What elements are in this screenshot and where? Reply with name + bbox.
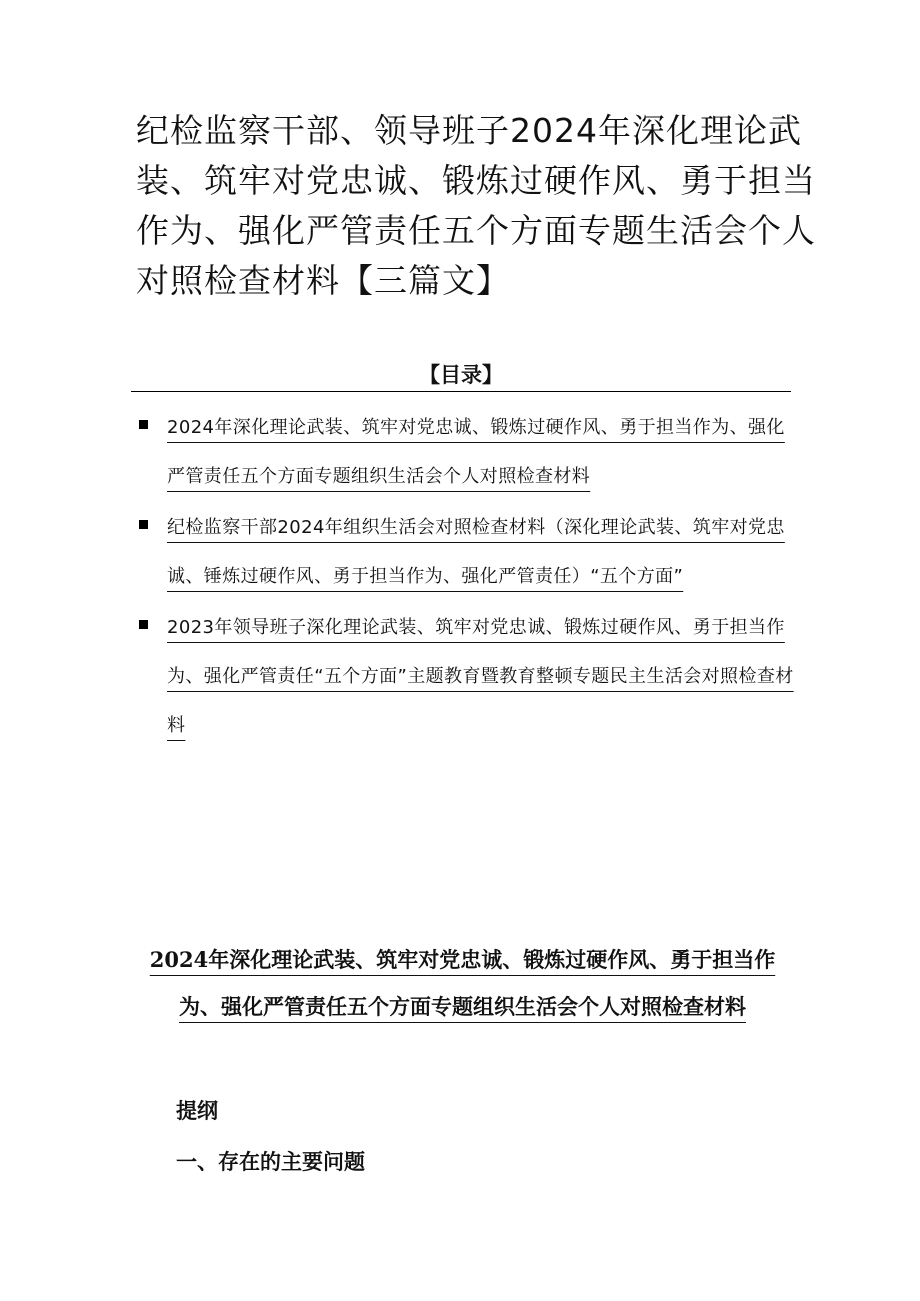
toc-link-2[interactable]: 纪检监察干部2024年组织生活会对照检查材料（深化理论武装、筑牢对党忠诚、锤炼过硬作风、勇于担当作为、强化严管责任）“五个方面” xyxy=(167,517,785,587)
document-title: 纪检监察干部、领导班子2024年深化理论武装、筑牢对党忠诚、锻炼过硬作风、勇于担当作为、强化严管责任五个方面专题生活会个人对照检查材料【三篇文】 xyxy=(136,111,816,300)
toc-item xyxy=(131,603,796,750)
square-bullet-icon xyxy=(139,520,148,529)
square-bullet-icon xyxy=(139,620,148,629)
toc-list xyxy=(131,403,796,752)
toc-item xyxy=(131,403,796,501)
toc-divider xyxy=(131,391,791,392)
toc-heading: 【目录】 xyxy=(419,363,503,387)
outline-label: 提纲 xyxy=(176,1098,218,1123)
toc-item xyxy=(131,503,796,601)
toc-link-3[interactable]: 2023年领导班子深化理论武装、筑牢对党忠诚、锻炼过硬作风、勇于担当作为、强化严管责任“五个方面”主题教育暨教育整顿专题民主生活会对照检查材料 xyxy=(167,617,794,736)
section-title: 2024年深化理论武装、筑牢对党忠诚、锻炼过硬作风、勇于担当作为、强化严管责任五个方面专题组织生活会个人对照检查材料 xyxy=(149,947,776,1019)
toc-link-1[interactable]: 2024年深化理论武装、筑牢对党忠诚、锻炼过硬作风、勇于担当作为、强化严管责任五个方面专题组织生活会个人对照检查材料 xyxy=(167,417,785,487)
square-bullet-icon xyxy=(139,420,148,429)
section-heading-problems: 一、存在的主要问题 xyxy=(176,1149,365,1174)
